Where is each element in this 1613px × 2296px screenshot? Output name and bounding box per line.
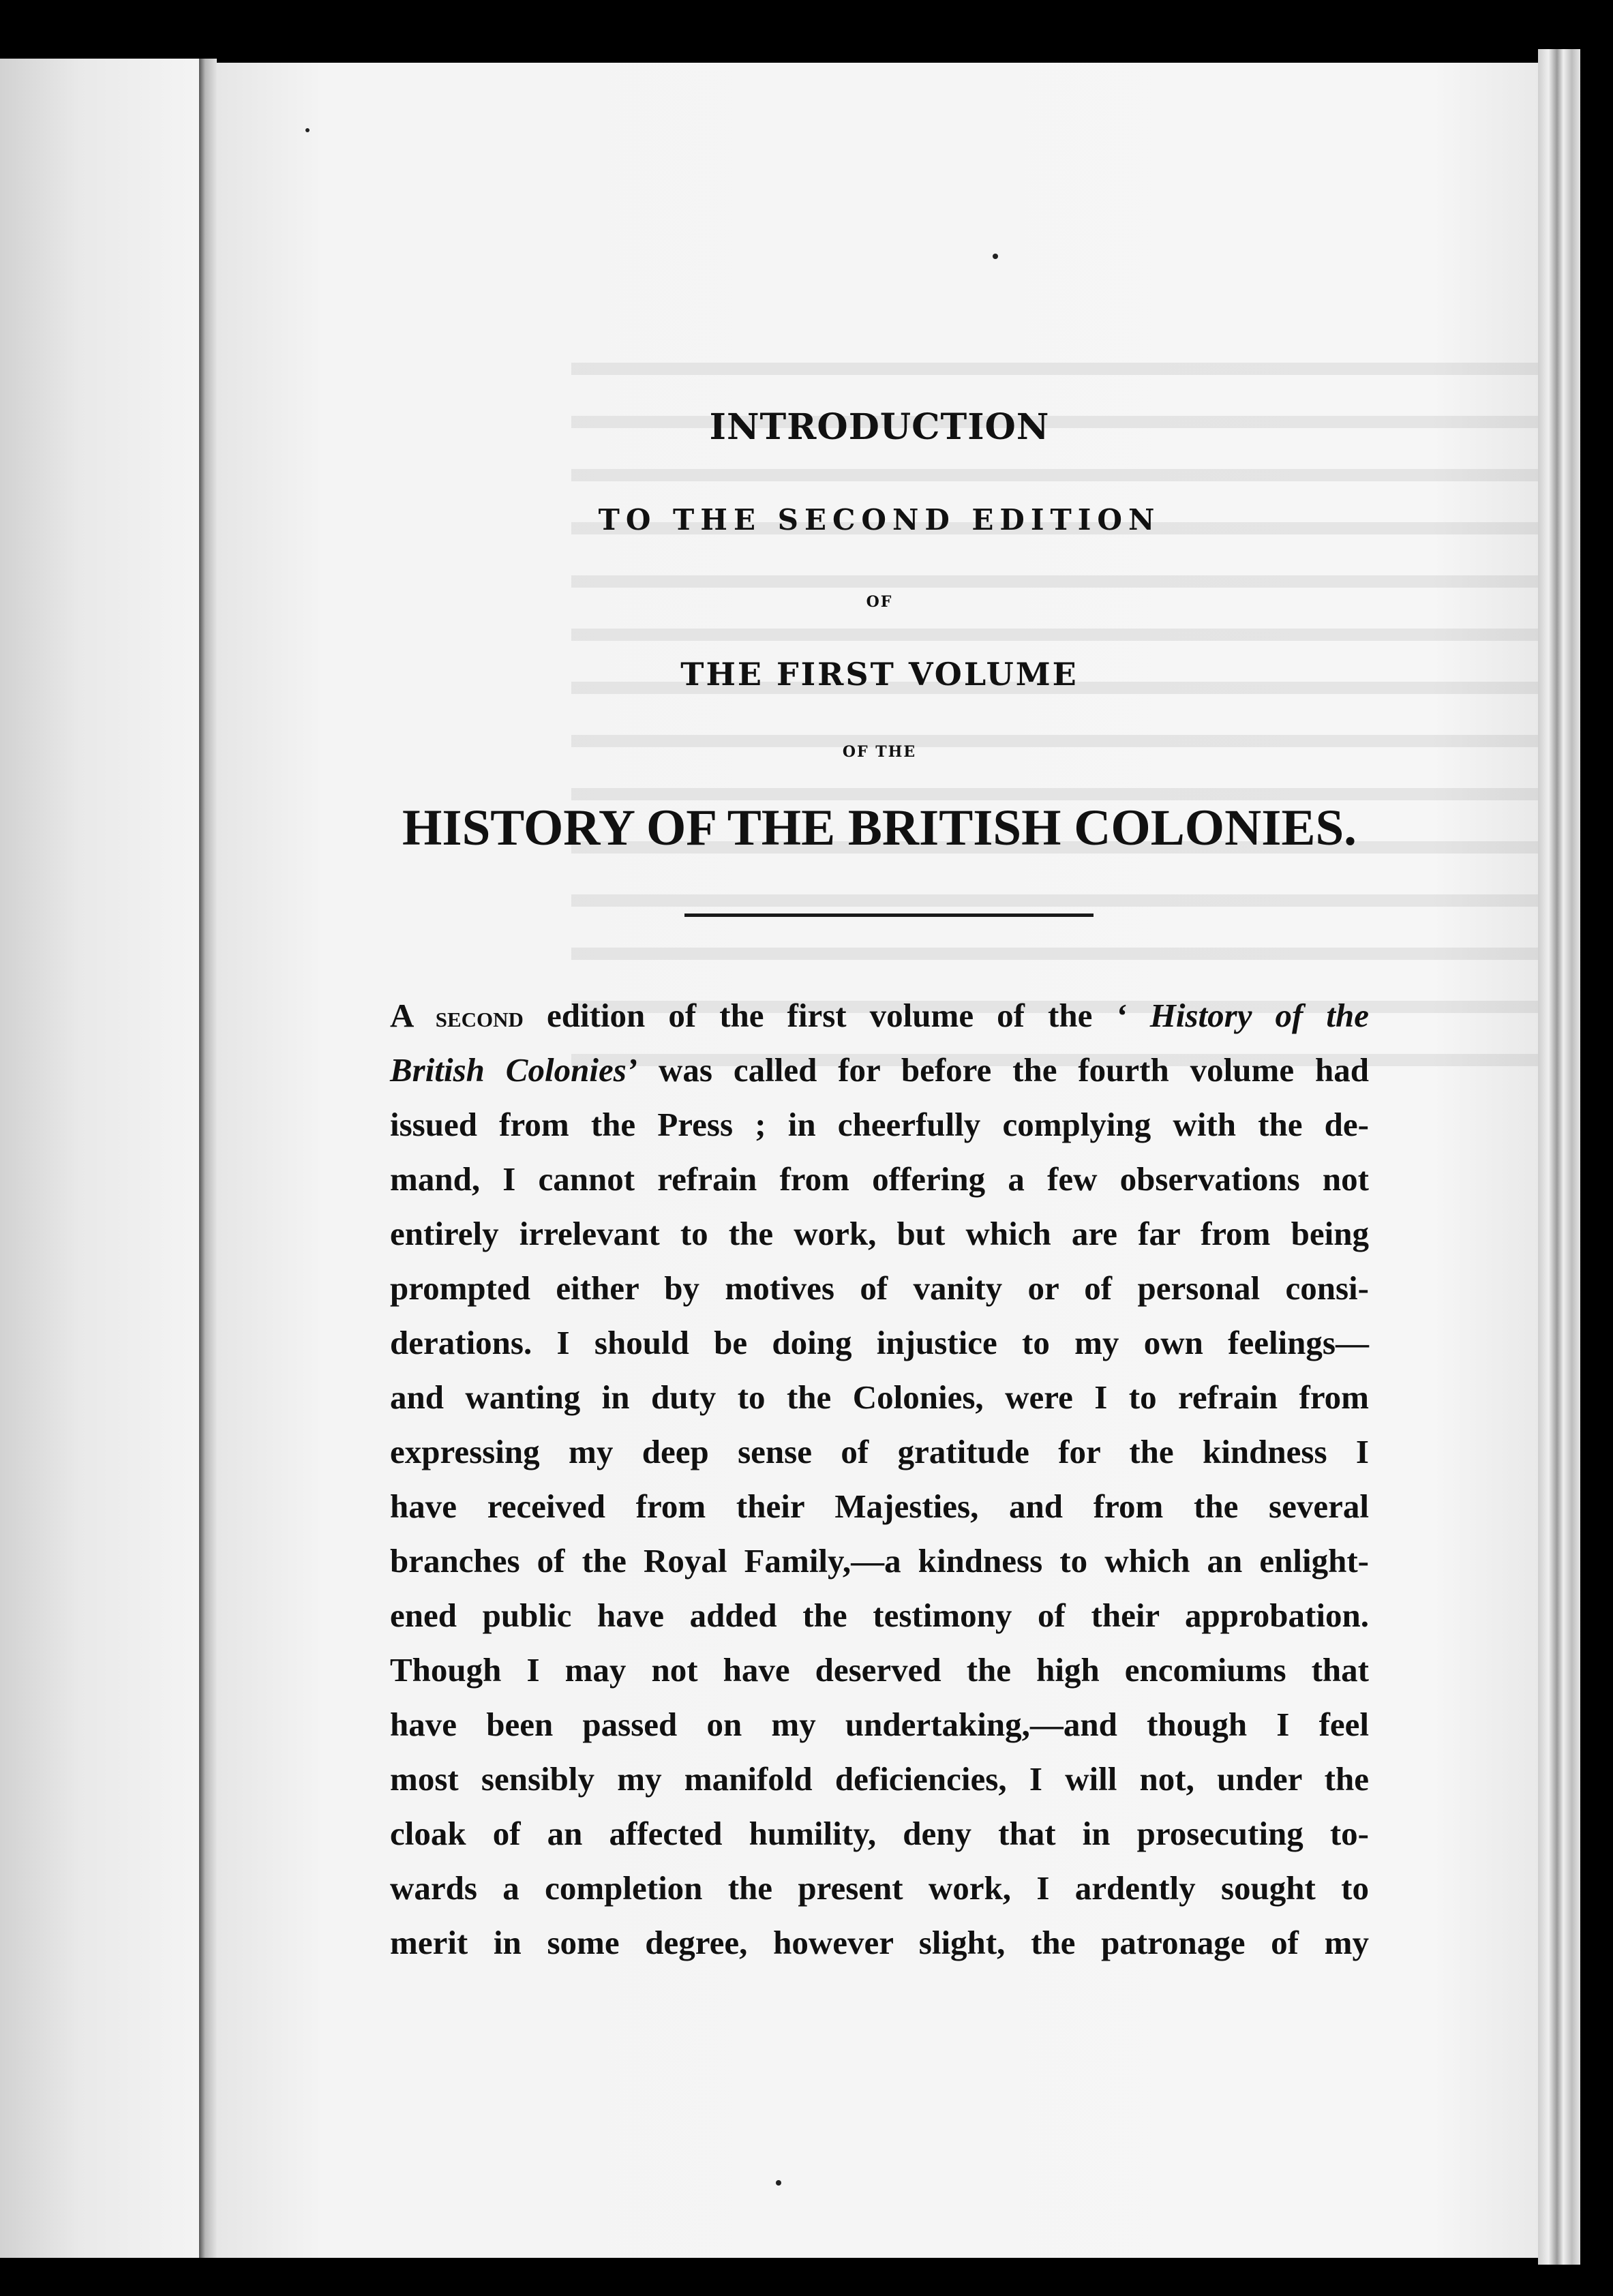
body-line: wards a completion the present work, I ardently sought to [390,1869,1369,1907]
horizontal-rule [684,913,1094,917]
body-line: derations. I should be doing injustice to my own feelings— [390,1324,1369,1361]
ink-speck [305,128,310,132]
body-line: mand, I cannot refrain from offering a few observations not [390,1160,1369,1198]
ink-speck [776,2180,781,2186]
body-line: British Colonies’ was called for before the fourth volume had [390,1051,1369,1089]
page-edges [1538,49,1580,2265]
body-line: merit in some degree, however slight, the patronage of my [390,1924,1369,1961]
show-through-text [571,342,1594,1078]
heading-of: OF [866,593,893,611]
facing-page-left [0,59,199,2258]
body-line: cloak of an affected humility, deny that in prosecuting to- [390,1815,1369,1852]
heading-subtitle: TO THE SECOND EDITION [598,503,1161,537]
body-line: have been passed on my undertaking,—and though I feel [390,1706,1369,1743]
body-line: entirely irrelevant to the work, but which are far from being [390,1215,1369,1252]
body-line: prompted either by motives of vanity or of personal consi- [390,1269,1369,1307]
book-gutter [199,59,217,2258]
main-title: HISTORY OF THE BRITISH COLONIES. [402,800,1357,856]
body-line: Though I may not have deserved the high encomiums that [390,1651,1369,1689]
heading-volume: THE FIRST VOLUME [680,656,1079,693]
heading-title: INTRODUCTION [709,406,1050,448]
body-line: ened public have added the testimony of their approbation. [390,1597,1369,1634]
body-line: expressing my deep sense of gratitude for the kindness I [390,1433,1369,1470]
body-line: and wanting in duty to the Colonies, were I to refrain from [390,1378,1369,1416]
ink-speck [993,254,998,259]
heading-of-the: OF THE [842,743,917,761]
body-text [390,988,1369,1970]
body-line: issued from the Press ; in cheerfully complying with the de- [390,1106,1369,1143]
body-line: most sensibly my manifold deficiencies, I will not, under the [390,1760,1369,1798]
body-line: A second edition of the first volume of the ‘ History of the [390,997,1369,1034]
body-line: have received from their Majesties, and from the several [390,1487,1369,1525]
body-line: branches of the Royal Family,—a kindness to which an enlight- [390,1542,1369,1580]
